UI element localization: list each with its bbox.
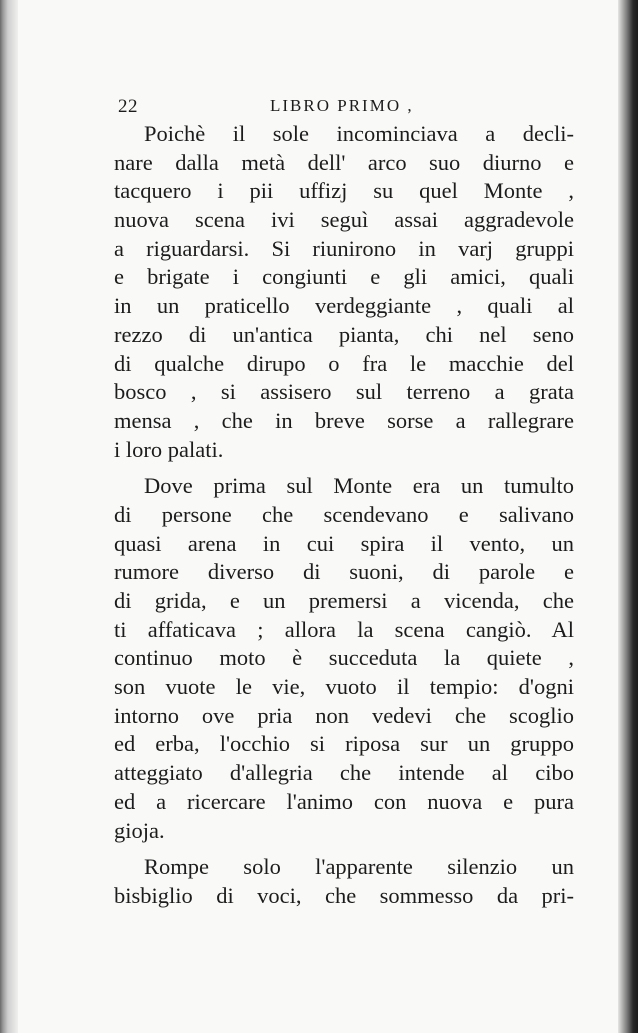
paragraph	[114, 472, 574, 845]
page-left-edge	[0, 0, 18, 1033]
text-line: Poichè il sole incominciava a decli-	[144, 121, 574, 146]
text-line: di qualche dirupo o fra le macchie del	[114, 350, 574, 376]
text-line: di persone che scendevano e salivano	[114, 501, 574, 527]
text-line: e brigate i congiunti e gli amici, quali	[114, 264, 574, 290]
body-text	[114, 120, 574, 911]
running-title: LIBRO PRIMO ,	[270, 96, 414, 115]
paragraph	[114, 120, 574, 464]
paragraph	[114, 853, 574, 910]
text-line: continuo moto è succeduta la quiete ,	[114, 645, 574, 671]
book-spine-edge	[618, 0, 638, 1033]
text-line: mensa , che in breve sorse a rallegrare	[114, 407, 574, 433]
text-line: ed a ricercare l'animo con nuova e pura	[114, 788, 574, 814]
text-line: ti affaticava ; allora la scena cangiò. Al	[114, 616, 574, 642]
running-head	[118, 96, 540, 120]
text-line: a riguardarsi. Si riunirono in varj gruppi	[114, 235, 574, 261]
text-line: rumore diverso di suoni, di parole e	[114, 559, 574, 585]
text-line: rezzo di un'antica pianta, chi nel seno	[114, 321, 574, 347]
text-line: bosco , si assisero sul terreno a grata	[114, 379, 574, 405]
text-line: Dove prima sul Monte era un tumulto	[144, 473, 574, 499]
text-line: nuova scena ivi seguì assai aggradevole	[114, 207, 574, 233]
paragraph-gap	[114, 464, 574, 472]
page-number: 22	[118, 96, 138, 117]
text-line: i loro palati.	[114, 436, 224, 462]
text-line: quasi arena in cui spira il vento, un	[114, 530, 574, 556]
text-line: ed erba, l'occhio si riposa sur un gruppo	[114, 731, 574, 757]
text-line: bisbiglio di voci, che sommesso da pri-	[114, 882, 574, 908]
text-line: in un praticello verdeggiante , quali al	[114, 293, 574, 319]
text-line: son vuote le vie, vuoto il tempio: d'ogni	[114, 674, 574, 700]
paragraph-gap	[114, 845, 574, 853]
text-line: nare dalla metà dell' arco suo diurno e	[114, 149, 574, 175]
text-line: di grida, e un premersi a vicenda, che	[114, 588, 574, 613]
text-line: tacquero i pii uffizj su quel Monte ,	[114, 178, 574, 204]
text-line: Rompe solo l'apparente silenzio un	[144, 854, 574, 880]
text-line: atteggiato d'allegria che intende al cibo	[114, 760, 574, 786]
text-line: intorno ove pria non vedevi che scoglio	[114, 702, 574, 728]
text-line: gioja.	[114, 817, 165, 843]
